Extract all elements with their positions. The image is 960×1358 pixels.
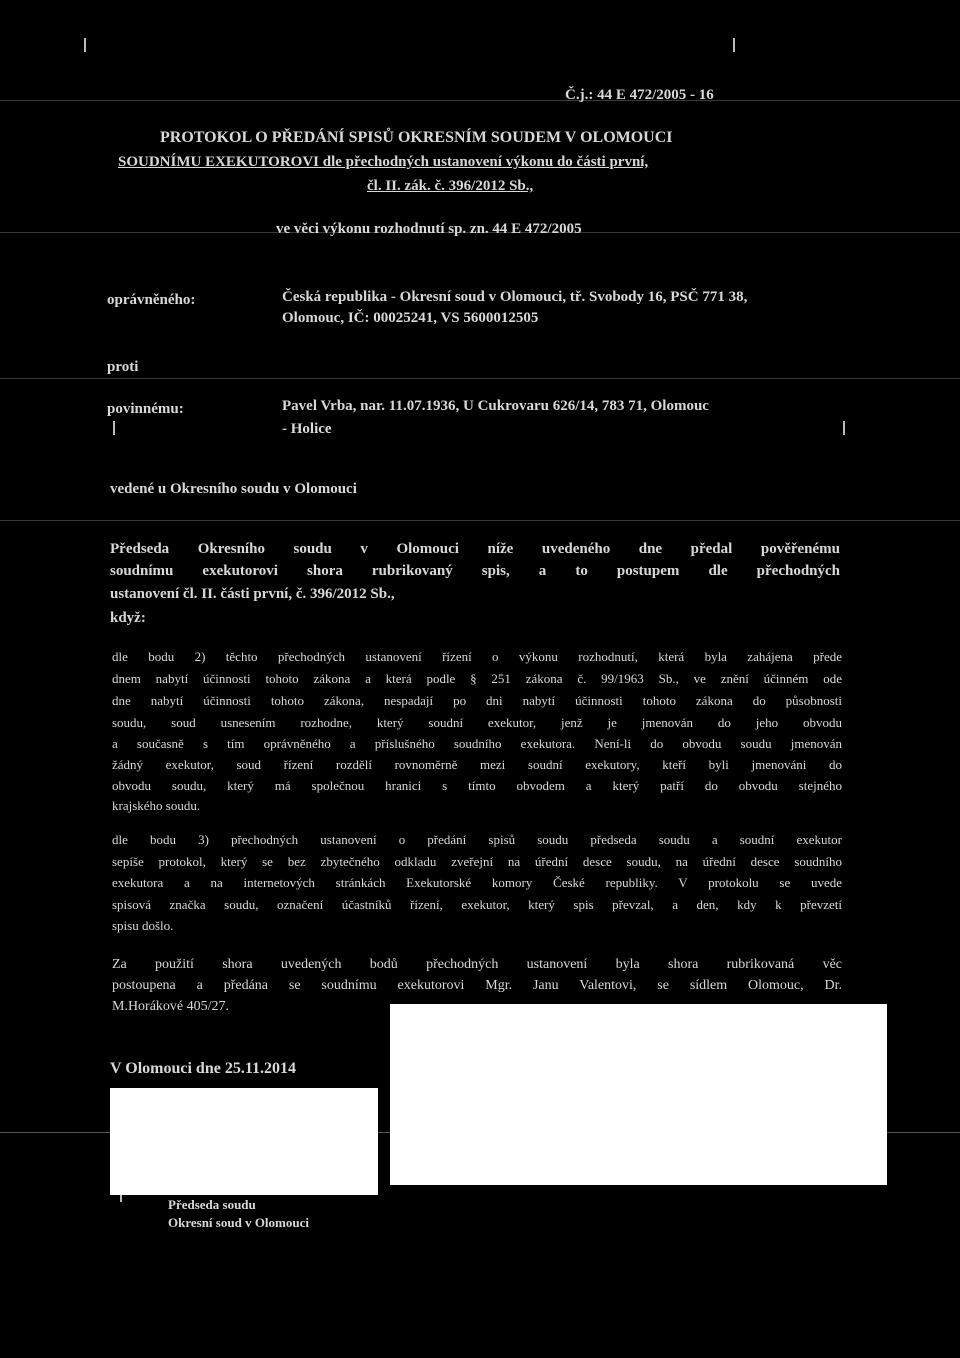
scan-line — [0, 378, 960, 379]
para1-line2: soudnímu exekutorovi shora rubrikovaný spis, a to postupem dle přechodných — [110, 563, 840, 579]
para3-line3: exekutora a na internetových stránkách Exekutorské komory České republiky. V protokolu se uvede — [112, 875, 842, 890]
against-label: proti — [107, 359, 139, 375]
scan-mark — [733, 38, 735, 52]
redaction-box-right — [390, 1004, 887, 1185]
creditor-line1: Česká republika - Okresní soud v Olomouci, tř. Svobody 16, PSČ 771 38, — [282, 289, 748, 305]
debtor-line1: Pavel Vrba, nar. 11.07.1936, U Cukrovaru 626/14, 783 71, Olomouc — [282, 398, 709, 414]
reference-number: Č.j.: 44 E 472/2005 - 16 — [565, 87, 714, 103]
redaction-box-left — [110, 1088, 378, 1195]
court-heading: vedené u Okresního soudu v Olomouci — [110, 481, 357, 497]
para2-line4: soudu, soud usnesením rozhodne, který soudní exekutor, jenž je jmenován do jeho obvodu — [112, 715, 842, 730]
case-line: ve věci výkonu rozhodnutí sp. zn. 44 E 472/2005 — [276, 221, 582, 237]
document-title-line2: SOUDNÍMU EXEKUTOROVI dle přechodných ustanovení výkonu do části první, — [118, 154, 649, 170]
para2-line6: žádný exekutor, soud řízení rozdělí rovnoměrně mezi soudní exekutory, kteří byli jmenováni do — [112, 757, 842, 772]
debtor-label: povinnému: — [107, 401, 184, 417]
date-line: V Olomouci dne 25.11.2014 — [110, 1060, 296, 1077]
document-title: PROTOKOL O PŘEDÁNÍ SPISŮ OKRESNÍM SOUDEM V OLOMOUCI — [160, 129, 673, 146]
signature-court: Okresní soud v Olomouci — [168, 1215, 309, 1230]
para1-line4: když: — [110, 610, 146, 626]
scan-line — [0, 100, 960, 101]
para3-line4: spisová značka soudu, označení účastníků řízení, exekutor, který spis převzal, a den, kdy k převzetí — [112, 897, 842, 912]
creditor-line2: Olomouc, IČ: 00025241, VS 5600012505 — [282, 310, 539, 326]
para3-line5: spisu došlo. — [112, 918, 174, 933]
scan-mark — [843, 421, 845, 435]
para2-line2: dnem nabytí účinnosti tohoto zákona a která podle § 251 zákona č. 99/1963 Sb., ve znění účinném ode — [112, 671, 842, 686]
scan-mark — [113, 421, 115, 435]
para3-line2: sepíše protokol, který se bez zbytečného odkladu zveřejní na úřední desce soudu, na úřední desce soudního — [112, 854, 842, 869]
document-title-line3: čl. II. zák. č. 396/2012 Sb., — [367, 178, 534, 194]
para1-line3: ustanovení čl. II. části první, č. 396/2012 Sb., — [110, 586, 395, 602]
para2-line3: dne nabytí účinnosti tohoto zákona, nespadají po dni nabytí účinnosti tohoto zákona do působnosti — [112, 693, 842, 708]
scan-line — [0, 520, 960, 521]
para2-line8: krajského soudu. — [112, 798, 201, 813]
para4-line2: postoupena a předána se soudnímu exekutorovi Mgr. Janu Valentovi, se sídlem Olomouc, Dr. — [112, 978, 842, 993]
para4-line3: M.Horákové 405/27. — [112, 999, 230, 1014]
signature-title: Předseda soudu — [168, 1197, 256, 1212]
creditor-label: oprávněného: — [107, 292, 196, 308]
debtor-line2: - Holice — [282, 421, 332, 437]
para2-line5: a současně s tím oprávněného a příslušného soudního exekutora. Není-li do obvodu soudu jmenován — [112, 736, 842, 751]
para3-line1: dle bodu 3) přechodných ustanovení o předání spisů soudu předseda soudu a soudní exekutor — [112, 832, 842, 847]
para2-line7: obvodu soudu, který má společnou hranici s tímto obvodem a který patří do obvodu stejného — [112, 778, 842, 793]
para2-line1: dle bodu 2) těchto přechodných ustanovení řízení o výkonu rozhodnutí, která byla zahájena přede — [112, 649, 842, 664]
scan-mark — [84, 38, 86, 52]
para4-line1: Za použití shora uvedených bodů přechodných ustanovení byla shora rubrikovaná věc — [112, 957, 842, 972]
para1-line1: Předseda Okresního soudu v Olomouci níže uvedeného dne předal pověřenému — [110, 541, 840, 557]
